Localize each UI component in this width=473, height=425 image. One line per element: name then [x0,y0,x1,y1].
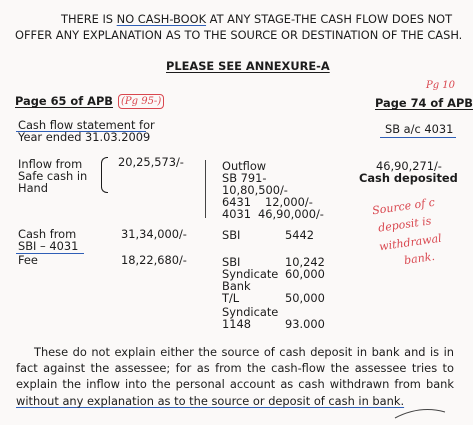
cash-from-amount: 31,34,000/- [121,227,187,241]
outflow-divider [205,160,206,218]
inflow-bracket [101,157,108,193]
conclusion-line-3: explain the inflow into the personal account as cash withdrawn from bank [16,377,454,391]
fee-amount: 18,22,680/- [121,253,187,267]
sbi-row-3-label: Syndicate [222,267,279,281]
sb-account-label: SB a/c 4031 [385,122,454,136]
cash-from-label-line-1: Cash from [18,227,77,241]
sbi-row-7-value: 93.000 [285,317,325,331]
handwritten-note-line-4: bank. [403,249,436,268]
no-cash-book-text: NO CASH-BOOK [116,12,207,26]
inflow-label-line-3: Hand [18,181,48,195]
sbi-row-2-label: SBI [222,255,241,269]
sbi-row-3-value: 60,000 [285,267,325,281]
annexure-heading: PLEASE SEE ANNEXURE-A [166,59,330,73]
intro-line-1: THERE IS NO CASH-BOOK AT ANY STAGE-THE CASH FLOW DOES NOT [61,12,453,26]
cash-from-label-line-2: SBI – 4031 [18,239,79,253]
conclusion-line-2: fact against the assessee; for as from the cash-flow the assessee tries to [16,361,454,375]
sbi-row-1-label: SBI [222,228,241,242]
deposit-amount: 46,90,271/- [376,159,442,173]
intro-line-2: OFFER ANY EXPLANATION AS TO THE SOURCE OR DESTINATION OF THE CASH. [15,28,463,42]
outflow-line-4-label: 6431 [222,195,251,209]
sb-account-underline [380,137,456,138]
handwritten-note-line-1: Source of c [371,195,436,218]
sbi-row-7-label: 1148 [222,317,251,331]
handwritten-note-line-2: deposit is [377,214,433,235]
fee-label: Fee [18,253,38,267]
cashflow-title-line-2: Year ended 31.03.2009 [18,130,151,144]
sbi-row-1-value: 5442 [285,228,314,242]
outflow-line-5-label: 4031 [222,207,251,221]
handwritten-note-line-3: withdrawal [378,231,443,254]
sbi-row-4-label: Bank [222,279,251,293]
outflow-line-2: SB 791- [222,171,267,185]
conclusion-line-1: These do not explain either the source of cash deposit in bank and is in [34,345,454,359]
sbi-row-6-label: Syndicate [222,305,279,319]
right-page-reference: Page 74 of APB [375,96,473,110]
inflow-amount: 20,25,573/- [118,155,184,169]
right-handwritten-page-note: Pg 10 [426,80,456,91]
inflow-label-line-2: Safe cash in [18,169,88,183]
cashflow-title-line-1: Cash flow statement for [18,118,155,132]
outflow-line-1: Outflow [222,159,267,173]
sbi-row-5-label: T/L [222,291,240,305]
deposit-label: Cash deposited [359,171,458,185]
inflow-label-line-1: Inflow from [18,157,83,171]
outflow-line-3: 10,80,500/- [222,183,288,197]
sbi-row-2-value: 10,242 [285,255,325,269]
conclusion-line-4: without any explanation as to the source or deposit of cash in bank. [16,394,405,408]
left-page-reference: Page 65 of APB [15,94,113,108]
outflow-line-4-amount: 12,000/- [265,195,313,209]
outflow-line-5-amount: 46,90,000/- [258,207,324,221]
sbi-row-5-value: 50,000 [285,291,325,305]
left-handwritten-page-note: (Pg 95-) [118,94,164,109]
